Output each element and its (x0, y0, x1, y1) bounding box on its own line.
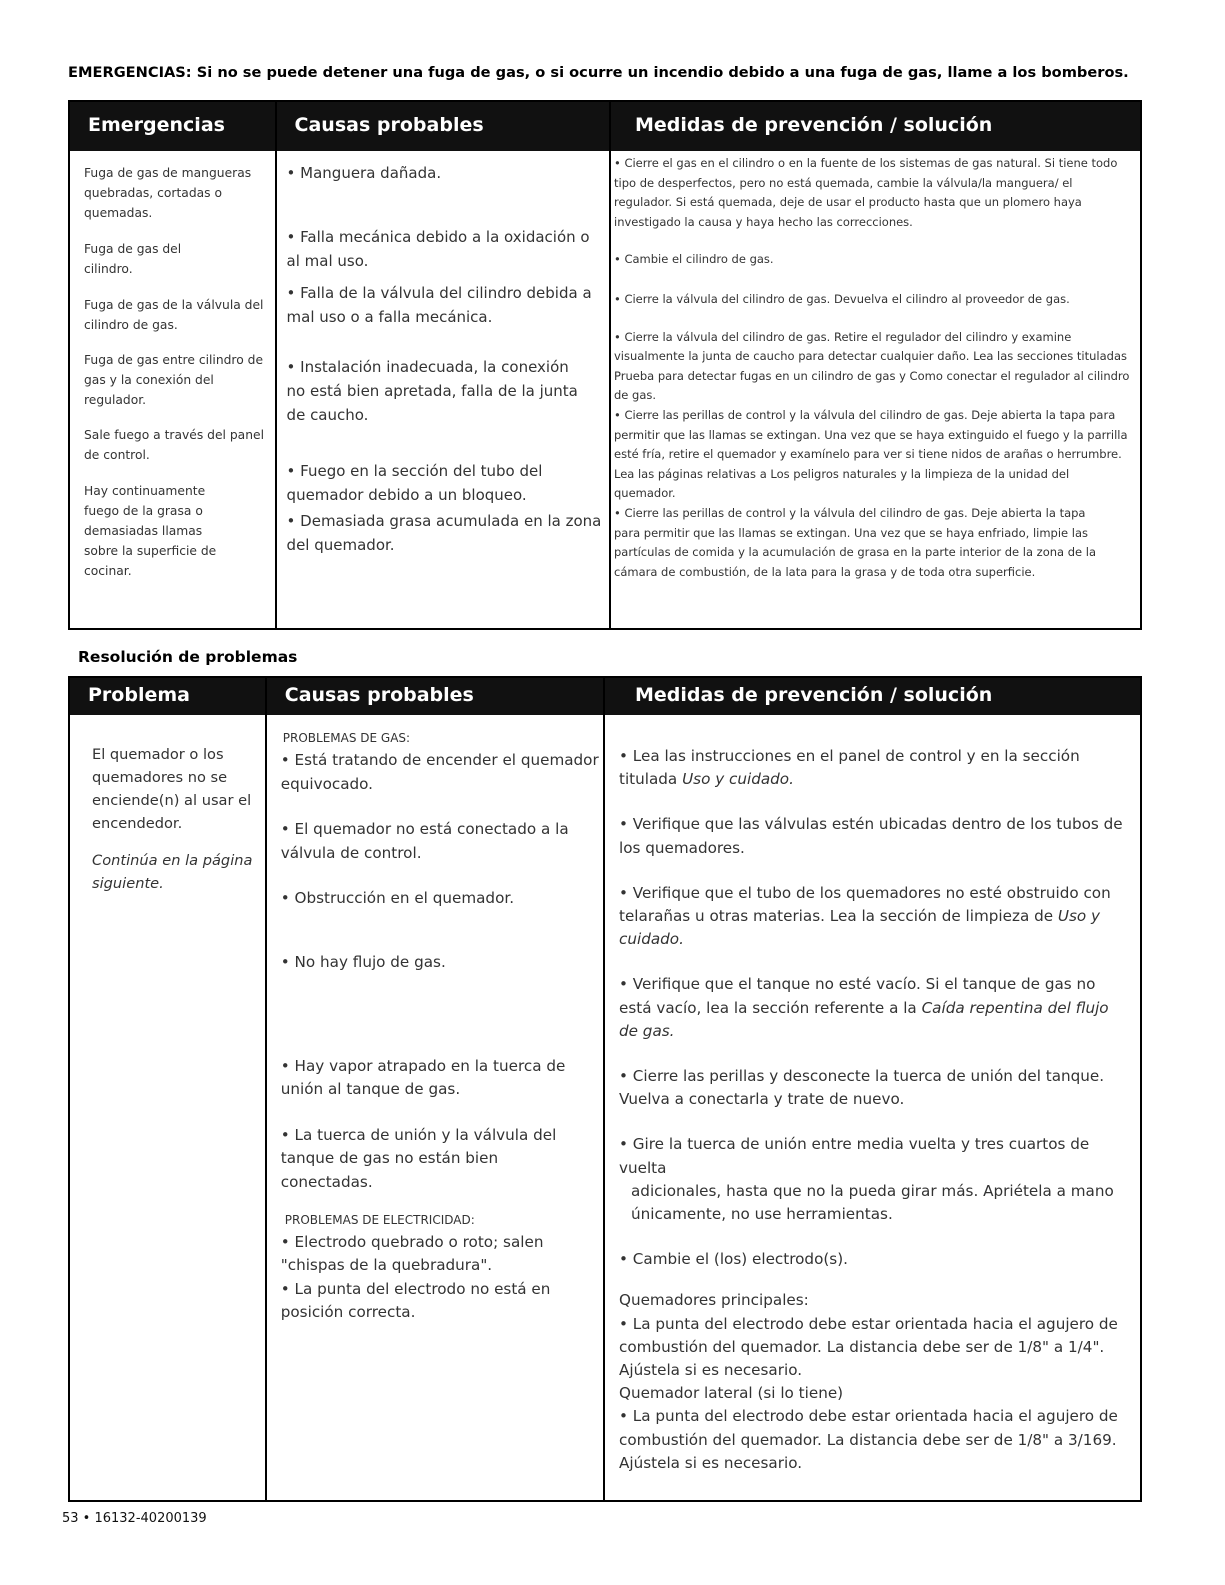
emergencias-column (69, 151, 276, 629)
header-medidas: Medidas de prevención / solución (610, 101, 1141, 151)
medida-item: • Cierre la válvula del cilindro de gas. Devuelva el cilindro al proveedor de gas. (614, 291, 1070, 306)
causa-gas-item: • No hay flujo de gas. (280, 952, 446, 971)
causa-gas-item: • Hay vapor atrapado en la tuerca de unión al tanque de gas. (280, 1056, 566, 1099)
causa-item: • Manguera dañada. (286, 164, 442, 182)
medida-item: • Cierre las perillas de control y la válvula del cilindro de gas. Deje abierta la tapa para permitir que las llamas se extingan. Una vez que se haya enfriado, limpie las partículas de comida y la acumulación de grasa en la parte interior de la zona de la cámara de combustión, de la lata para la grasa y de toda otra superficie. (614, 505, 1097, 579)
causa-item: • Fuego en la sección del tubo del quemador debido a un bloqueo. (286, 462, 543, 504)
medida-item (619, 973, 1124, 1043)
medidas-column-2 (604, 715, 1141, 1501)
medida-item (619, 882, 1114, 952)
page-footer: 53 • 16132-40200139 (62, 1511, 207, 1526)
header-causas: Causas probables (276, 101, 610, 151)
causas-column-2 (266, 715, 604, 1501)
elec-heading: PROBLEMAS DE ELECTRICIDAD: (284, 1212, 475, 1227)
medida-item (619, 745, 1119, 791)
medida-item: adicionales, hasta que no la pueda girar más. Apriétela a mano únicamente, no use herramientas. (631, 1181, 1114, 1224)
gas-heading: PROBLEMAS DE GAS: (282, 731, 411, 745)
medida-item: • Gire la tuerca de unión entre media vuelta y tres cuartos de vuelta (619, 1135, 1090, 1177)
causa-item: • Falla mecánica debido a la oxidación o al mal uso. (286, 228, 590, 270)
medida-ref: Uso y cuidado. (619, 907, 1101, 949)
continua-note: Continúa en la página siguiente. (92, 852, 253, 892)
problem-table (68, 676, 1142, 1502)
medidas-column (610, 151, 1141, 629)
medida-item: • Cierre las perillas de control y la válvula del cilindro de gas. Deje abierta la tapa para permitir que las llamas se extingan. Una vez que se haya extinguido el fuego y la parrilla esté fría, retire el quemador y examínelo para ver si tiene nidos de arañas o herrumbre. Lea las páginas relativas a Los peligros naturales y la limpieza de la unidad del quemador. (614, 407, 1128, 501)
causa-elec-item: • La punta del electrodo no está en posición correcta. (280, 1279, 551, 1322)
emergency-warning: EMERGENCIAS: Si no se puede detener una fuga de gas, o si ocurre un incendio debido a una fuga de gas, llame a los bomberos. (68, 64, 1129, 81)
emergencia-item: Fuga de gas entre cilindro de gas y la conexión del regulador. (84, 353, 264, 407)
header-problema: Problema (69, 677, 266, 715)
medida-text: • Verifique que el tanque no esté vacío. Si el tanque de gas no está vacío, lea la sección referente a la (619, 975, 1096, 1017)
medida-item: • Cambie el cilindro de gas. (614, 252, 774, 267)
problema-text: El quemador o los quemadores no se enciende(n) al usar el encendedor. (92, 746, 252, 832)
causa-item: • Falla de la válvula del cilindro debida a mal uso o a falla mecánica. (286, 284, 592, 326)
causa-item: • Demasiada grasa acumulada en la zona del quemador. (286, 512, 602, 554)
header-medidas-2: Medidas de prevención / solución (604, 677, 1141, 715)
header-causas-2: Causas probables (266, 677, 604, 715)
medida-item: • Verifique que las válvulas estén ubicadas dentro de los tubos de los quemadores. (619, 815, 1123, 857)
causa-gas-item: • El quemador no está conectado a la válvula de control. (280, 820, 569, 862)
causa-gas-item: • La tuerca de unión y la válvula del tanque de gas no están bien conectadas. (280, 1125, 557, 1191)
emergencia-item: Sale fuego a través del panel de control. (84, 428, 264, 462)
medida-ref: Caída repentina del flujo de gas. (619, 998, 1109, 1040)
emergencia-item: Fuga de gas del cilindro. (84, 242, 182, 276)
causa-gas-item: • Está tratando de encender el quemador equivocado. (280, 751, 599, 793)
problema-column (69, 715, 266, 1501)
medida-item: • Cambie el (los) electrodo(s). (619, 1250, 848, 1269)
medida-text: • Lea las instrucciones en el panel de control y en la sección titulada (619, 747, 1080, 789)
medida-text: • Verifique que el tubo de los quemadores no esté obstruido con telarañas u otras materias. Lea la sección de limpieza de (619, 883, 1111, 926)
causas-column (276, 151, 610, 629)
medida-item: • La punta del electrodo debe estar orientada hacia el agujero de combustión del quemador. La distancia debe ser de 1/8" a 3/169. Ajústela si es necesario. (619, 1407, 1118, 1472)
causa-elec-item: • Electrodo quebrado o roto; salen "chispas de la quebradura". (280, 1232, 544, 1275)
emergencia-item: Fuga de gas de la válvula del cilindro de gas. (84, 298, 264, 332)
header-emergencias: Emergencias (69, 101, 276, 151)
emergencia-item: Hay continuamente fuego de la grasa o demasiadas llamas sobre la superficie de cocinar. (84, 484, 217, 578)
medida-item: • Cierre la válvula del cilindro de gas. Retire el regulador del cilindro y examine visualmente la junta de caucho para detectar cualquier daño. Lea las secciones tituladas Prueba para detectar fugas en un cilindro de gas y Como conectar el regulador al cilindro de gas. (614, 329, 1130, 403)
medida-item: • La punta del electrodo debe estar orientada hacia el agujero de combustión del quemador. La distancia debe ser de 1/8" a 1/4". Ajústela si es necesario. (619, 1314, 1118, 1380)
emergencia-item: Fuga de gas de mangueras quebradas, cortadas o quemadas. (84, 166, 252, 220)
causa-gas-item: • Obstrucción en el quemador. (280, 889, 515, 908)
medida-item: • Cierre el gas en el cilindro o en la fuente de los sistemas de gas natural. Si tiene todo tipo de desperfectos, pero no está quemada, cambie la válvula/la manguera/ el regulador. Si está quemada, deje de usar el producto hasta que un plomero haya investigado la causa y haya hecho las correcciones. (614, 156, 1118, 229)
section-title: Resolución de problemas (78, 648, 298, 666)
medida-item: • Cierre las perillas y desconecte la tuerca de unión del tanque. Vuelva a conectarla y trate de nuevo. (619, 1067, 1105, 1109)
emergency-table (68, 100, 1142, 630)
medida-ref: Uso y cuidado. (682, 770, 794, 789)
causa-item: • Instalación inadecuada, la conexión no está bien apretada, falla de la junta de caucho. (286, 358, 578, 424)
medida-head: Quemadores principales: (619, 1291, 809, 1310)
medida-head: Quemador lateral (si lo tiene) (619, 1384, 844, 1403)
